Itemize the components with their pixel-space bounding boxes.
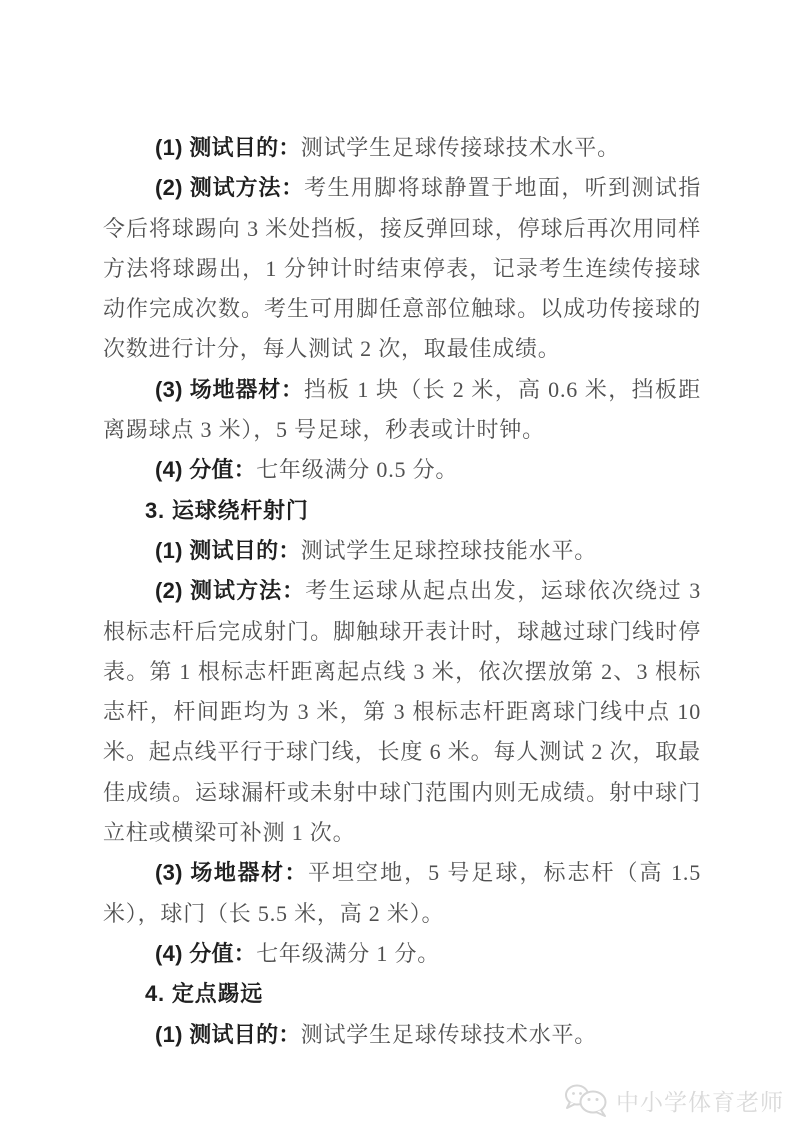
item-text: 七年级满分 1 分。 (256, 940, 441, 966)
item-label: (2) 测试方法： (155, 175, 305, 201)
item-label: (1) 测试目的： (155, 1021, 301, 1047)
item-text: 平坦空地，5 号足球，标志杆（高 1.5 米），球门（长 5.5 米，高 2 米）。 (103, 860, 701, 926)
paragraph-test-method-1 (103, 168, 701, 369)
section-heading-dribble-shoot: 3. 运球绕杆射门 (145, 497, 309, 523)
paragraph-score-2 (103, 934, 701, 974)
item-label: (1) 测试目的： (155, 537, 301, 563)
paragraph-test-purpose-2 (103, 531, 701, 571)
paragraph-equipment-1 (103, 370, 701, 451)
item-text: 测试学生足球传接球技术水平。 (300, 135, 620, 160)
document-body (103, 128, 701, 1055)
item-label: (4) 分值： (155, 940, 257, 966)
watermark (563, 1081, 784, 1119)
item-label: (3) 场地器材： (155, 376, 304, 402)
item-label: (1) 测试目的： (155, 135, 301, 160)
item-text: 考生运球从起点出发，运球依次绕过 3 根标志杆后完成射门。脚触球开表计时，球越过球门线时停表。第 1 根标志杆距离起点线 3 米，依次摆放第 2、3 根标志杆，杆间距均为 3 米，第 3 根标志杆距离球门线中点 10 米。起点线平行于球门线，长度 6 米。每人测试 2 次，取最佳成绩。运球漏杆或未射中球门范围内则无成绩。射中球门立柱或横梁可补测 1 次。 (103, 578, 702, 846)
item-text: 测试学生足球传球技术水平。 (300, 1021, 598, 1047)
item-label: (2) 测试方法： (155, 578, 306, 604)
section-heading-fixed-kick: 4. 定点踢远 (145, 981, 264, 1007)
item-text: 考生用脚将球静置于地面，听到测试指令后将球踢向 3 米处挡板，接反弹回球，停球后再次用同样方法将球踢出，1 分钟计时结束停表，记录考生连续传接球动作完成次数。考生可用脚任意部位触球。以成功传接球的次数进行计分，每人测试 2 次，取最佳成绩。 (103, 175, 702, 362)
item-text: 挡板 1 块（长 2 米，高 0.6 米，挡板距离踢球点 3 米），5 号足球，秒表或计时钟。 (103, 376, 702, 443)
paragraph-test-purpose-1 (103, 128, 701, 168)
item-text: 七年级满分 0.5 分。 (256, 457, 459, 483)
paragraph-test-method-2 (103, 571, 701, 853)
paragraph-score-1 (103, 450, 701, 490)
item-label: (3) 场地器材： (155, 860, 309, 886)
item-text: 测试学生足球控球技能水平。 (300, 537, 598, 563)
item-label: (4) 分值： (155, 457, 257, 483)
paragraph-test-purpose-3 (103, 1015, 701, 1055)
wechat-icon (563, 1081, 611, 1119)
watermark-label: 中小学体育老师 (616, 1088, 784, 1115)
paragraph-equipment-2 (103, 853, 701, 934)
